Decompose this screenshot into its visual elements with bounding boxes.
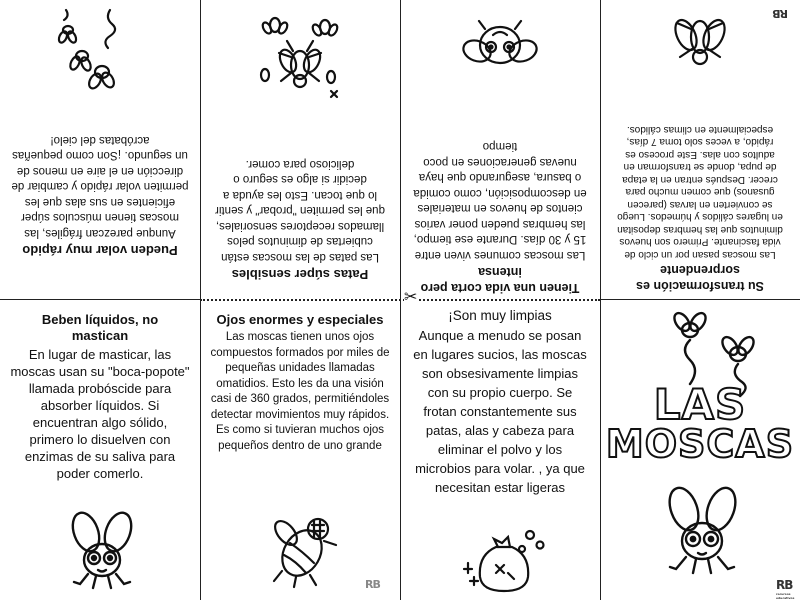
scissors-icon: ✂	[404, 289, 418, 306]
garbage-bag-flies-icon	[460, 525, 550, 595]
panel-transformation	[600, 0, 800, 300]
panel-title: Tienen una vida corta pero intensa	[420, 265, 580, 295]
panel-eyes	[200, 300, 400, 600]
panel-clean	[400, 300, 600, 600]
cover-title-line1: LAS	[653, 380, 747, 429]
panel-life	[400, 0, 600, 300]
fly-front-view-icon	[62, 510, 142, 595]
cover-title-line2: MOSCAS	[605, 422, 795, 466]
panel-text: Aunque a menudo se posan en lugares sucios, las moscas son obsesivamente limpias con su propio cuerpo. Se frotan constantemente sus patas, alas y cabeza para eliminar el polvo y los microbios para volar. , ya que necesitan estar ligeras	[413, 328, 587, 495]
logo-mark: RB	[773, 7, 788, 20]
logo-mark: RB	[365, 578, 380, 591]
panel-cover	[600, 300, 800, 600]
panel-title: Pueden volar muy rápido	[22, 243, 178, 258]
fold-line-vertical	[600, 0, 601, 600]
panel-drinking	[0, 300, 200, 600]
panel-text: Las moscas pasan por un ciclo de vida fascinante. Primero son huevos diminutos que las hembras depositan en lugares cálidos y húmedos. Luego se convierten en larvas (parecen gusanos) que comen mucho para crecer. Después entran en la etapa de pupa, donde se transforman en adultos con alas. Este proceso es rápido, a veces solo toma 7 días, especialmente en climas cálidos.	[617, 124, 783, 260]
brand-logo	[776, 578, 800, 600]
panel-title: Su transformación es sorprendente	[636, 263, 764, 293]
panel-title: Ojos enormes y especiales	[216, 312, 384, 327]
panel-legs	[200, 0, 400, 300]
flies-group-icon	[250, 10, 345, 105]
panel-title: ¡Son muy limpias	[448, 308, 552, 323]
panel-text: En lugar de masticar, las moscas usan su "boca-popote" llamada probóscide para absorber líquidos. Si encuentran algo sólido, primero lo disuelven con enzimas de su saliva para poder comerlo.	[10, 347, 190, 481]
panel-title: Beben líquidos, no mastican	[41, 312, 159, 343]
panel-text: Las moscas tienen unos ojos compuestos formados por miles de pequeñas unidades llamadas omatidios. Esto les da una visión casi de 360 grados, permitiéndoles detectar movimientos muy rápidos. Es como si tuvieran muchos ojos pequeños dentro de uno grande	[210, 331, 390, 452]
panel-title: Patas súper sensibles	[231, 267, 369, 282]
logo-subtitle: recursos educativos	[776, 592, 795, 600]
cut-line-dashed	[200, 299, 600, 301]
fly-front-view-icon	[660, 485, 745, 585]
fly-top-view-icon	[660, 7, 740, 75]
brand-logo	[365, 578, 380, 591]
fly-face-icon	[455, 15, 545, 75]
panel-text: Las patas de las moscas están cubiertas de diminutos pelos llamados receptores sensoriales, que les permiten "probar" y sentir lo que tocan. Esto les ayuda a decidir si algo es seguro o delicioso para comer.	[215, 158, 385, 263]
fold-line-horizontal	[600, 299, 800, 300]
brand-logo	[773, 7, 788, 20]
fold-line-horizontal	[0, 299, 200, 300]
panel-flying	[0, 0, 200, 300]
panel-text: Aunque parezcan frágiles, las moscas tienen músculos súper eficientes en sus alas que les permiten volar rápido y cambiar de dirección en el aire en menos de un segundo. ¡Son como pequeñas acróbatas del cielo!	[11, 134, 189, 239]
logo-mark: RB	[776, 578, 793, 592]
flying-flies-icon	[50, 5, 130, 100]
compound-eye-fly-icon	[262, 505, 342, 590]
panel-text: Las moscas comunes viven entre 15 y 30 días. Durante ese tiempo, las hembras pueden poner varios cientos de huevos en materiales en descomposición, como comida o basura, asegurando que haya nuevas generaciones en poco tiempo	[413, 140, 587, 261]
